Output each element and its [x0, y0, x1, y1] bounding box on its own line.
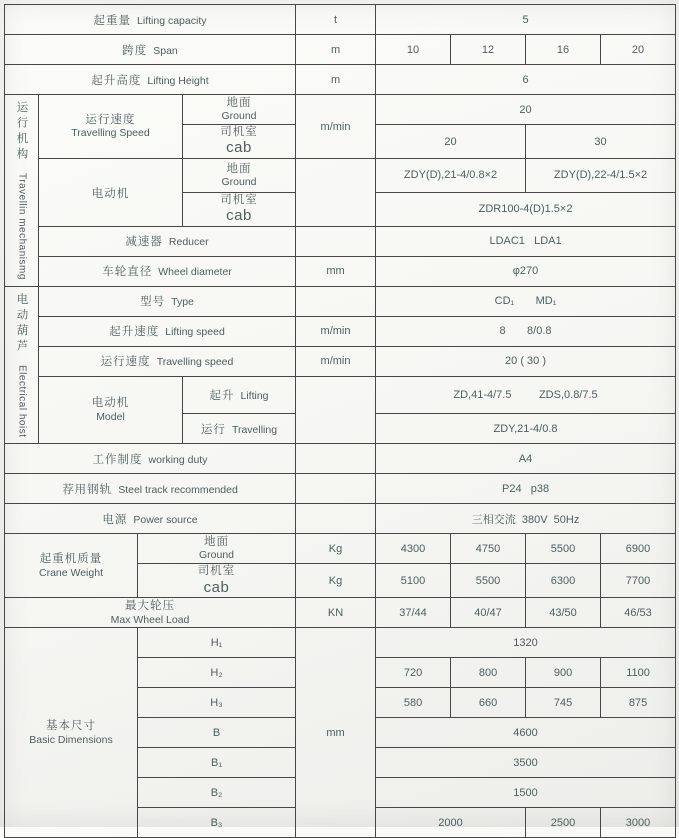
value-text: CD₁ MD₁ [494, 295, 557, 308]
value-text: ZDY(D),22-4/1.5×2 [553, 169, 648, 182]
power-source-label [5, 504, 296, 534]
basic-dimensions-unit [296, 628, 376, 838]
value-text: LDAC1 LDA1 [489, 235, 562, 248]
ground-label-cn: 地面 [226, 162, 252, 175]
travelling-speed-cab-value-1 [376, 125, 526, 159]
cab-label-cn: 司机室 [197, 565, 236, 578]
hoist-travelling-speed-unit [296, 346, 376, 376]
dim-b3-value-1 [376, 808, 526, 838]
unit-text: t [334, 13, 338, 26]
row-dim-h1 [5, 628, 676, 658]
lifting-height-unit [296, 65, 376, 95]
travelling-speed-unit [296, 95, 376, 159]
row-hoist-travelling-speed [5, 346, 676, 376]
hoist-type-label [39, 286, 296, 316]
value-text: 12 [481, 43, 495, 56]
dim-h3-sublabel [138, 688, 296, 718]
crane-weight-ground-value-3 [526, 534, 601, 564]
value-text: 40/47 [474, 606, 502, 619]
span-label [5, 35, 296, 65]
dim-h3-value-1 [376, 688, 451, 718]
reducer-label [39, 226, 296, 256]
value-text: A4 [518, 452, 533, 465]
lifting-capacity-label-en: Lifting capacity [137, 14, 207, 27]
section-label-en: Electrical hoist [16, 364, 28, 438]
unit-text: m [330, 43, 341, 56]
lifting-capacity-label-cn: 起重量 [93, 14, 132, 27]
wheel-diameter-label-cn: 车轮直径 [102, 266, 153, 279]
reducer-value [376, 226, 676, 256]
hoist-travelling-speed-value [376, 346, 676, 376]
travelling-speed-label-cn: 运行速度 [85, 113, 136, 126]
value-text: ZDY(D),21-4/0.8×2 [403, 169, 498, 182]
value-text: 20 [631, 43, 645, 56]
travelling-label-en: Travelling [231, 423, 278, 436]
value-text: 4750 [475, 542, 501, 555]
hoist-motor-travelling-value [376, 414, 676, 444]
value-text: 16 [556, 43, 570, 56]
crane-weight-label-en: Crane Weight [38, 566, 103, 579]
lifting-height-label [5, 65, 296, 95]
value-text: 1100 [626, 666, 650, 679]
hoist-lifting-speed-unit [296, 316, 376, 346]
reducer-label-en: Reducer [168, 236, 209, 249]
value-text: 43/50 [549, 606, 577, 619]
cab-label-cn: 司机室 [220, 193, 258, 206]
row-lifting-height [5, 65, 676, 95]
dim-b1-value [376, 748, 676, 778]
row-max-wheel-load [5, 598, 676, 628]
travel-motor-cab-sublabel [183, 192, 296, 226]
value-text: ZDY,21-4/0.8 [493, 422, 558, 435]
value-text: 580 [403, 696, 423, 709]
section-electrical-hoist [5, 286, 39, 443]
dim-b2-sublabel [138, 778, 296, 808]
working-duty-label-cn: 工作制度 [92, 453, 143, 466]
lifting-height-value [376, 65, 676, 95]
dim-b3-sublabel [138, 808, 296, 838]
crane-weight-ground-value-1 [376, 534, 451, 564]
row-steel-track [5, 474, 676, 504]
steel-track-label [5, 474, 296, 504]
value-text: 20 [519, 103, 532, 116]
value-text: 745 [553, 696, 573, 709]
max-wheel-load-label-en: Max Wheel Load [110, 613, 190, 626]
value-text: 800 [478, 666, 498, 679]
travelling-speed-ground-value [376, 95, 676, 125]
dim-h2-value-4 [601, 658, 676, 688]
crane-weight-ground-value-2 [451, 534, 526, 564]
dim-h1-sublabel [138, 628, 296, 658]
crane-spec-table [4, 4, 676, 838]
dim-h2-sublabel [138, 658, 296, 688]
value-text: 7700 [625, 574, 651, 587]
value-text: 5100 [400, 574, 426, 587]
max-wheel-load-unit [296, 598, 376, 628]
crane-weight-cab-value-3 [526, 564, 601, 598]
ground-label-cn: 地面 [226, 96, 252, 109]
section-label-cn: 电动葫芦 [15, 292, 28, 355]
dim-h3-value-4 [601, 688, 676, 718]
crane-weight-cab-sublabel [138, 564, 296, 598]
travelling-label-cn: 运行 [200, 423, 226, 436]
unit-text: m [330, 73, 341, 86]
hoist-type-unit-empty [296, 286, 376, 316]
dim-b3-value-3 [601, 808, 676, 838]
dim-b1-sublabel [138, 748, 296, 778]
cab-label-en: cab [203, 578, 230, 596]
value-text: 1320 [513, 636, 538, 649]
steel-track-label-en: Steel track recommended [118, 483, 238, 496]
unit-text: m/min [320, 355, 351, 368]
crane-weight-cab-value-1 [376, 564, 451, 598]
hoist-travelling-speed-label [39, 346, 296, 376]
wheel-diameter-label-en: Wheel diameter [158, 266, 232, 279]
travelling-speed-label [39, 95, 183, 159]
value-text: 660 [478, 696, 498, 709]
value-text: φ270 [512, 265, 539, 278]
travelling-speed-ground-sublabel [183, 95, 296, 125]
hoist-type-value [376, 286, 676, 316]
unit-text: m/min [320, 120, 351, 133]
crane-weight-ground-value-4 [601, 534, 676, 564]
section-label-cn: 运行机构 [15, 101, 28, 163]
max-wheel-load-value-2 [451, 598, 526, 628]
travel-motor-ground-value-1 [376, 159, 526, 193]
row-travelling-speed-ground [5, 95, 676, 125]
lifting-capacity-label [5, 5, 296, 35]
dim-b2-value [376, 778, 676, 808]
span-value-10 [376, 35, 451, 65]
dim-h3-value-3 [526, 688, 601, 718]
working-duty-unit-empty [296, 444, 376, 474]
hoist-travelling-speed-label-en: Travelling speed [156, 356, 234, 369]
unit-text: mm [326, 726, 345, 739]
reducer-unit-empty [296, 226, 376, 256]
ground-label-cn: 地面 [204, 536, 230, 549]
hoist-type-label-cn: 型号 [140, 296, 166, 309]
max-wheel-load-label-cn: 最大轮压 [125, 600, 176, 613]
travel-motor-label-cn: 电动机 [91, 187, 130, 200]
row-hoist-type [5, 286, 676, 316]
dim-h2-value-1 [376, 658, 451, 688]
steel-track-label-cn: 荐用钢轨 [62, 483, 113, 496]
working-duty-value [376, 444, 676, 474]
max-wheel-load-value-1 [376, 598, 451, 628]
value-text: 20 [444, 135, 457, 148]
power-source-label-en: Power source [133, 513, 198, 526]
span-value-20 [601, 35, 676, 65]
max-wheel-load-label [5, 598, 296, 628]
hoist-lifting-speed-label-cn: 起升速度 [109, 326, 160, 339]
crane-weight-ground-unit [296, 534, 376, 564]
dim-label-text: H₂ [210, 666, 223, 679]
dim-label-text: B₃ [210, 816, 223, 829]
dim-label-text: H₃ [210, 696, 223, 709]
value-text: 10 [406, 43, 420, 56]
value-text: 3000 [625, 816, 651, 829]
value-text: 2500 [550, 816, 576, 829]
hoist-motor-label-en: Model [96, 410, 125, 423]
span-unit [296, 35, 376, 65]
crane-weight-cab-value-4 [601, 564, 676, 598]
hoist-travelling-speed-label-cn: 运行速度 [100, 356, 151, 369]
value-text: 900 [553, 666, 573, 679]
value-text: 37/44 [399, 606, 427, 619]
value-text: 1500 [513, 786, 538, 799]
cab-label-en: cab [226, 139, 252, 157]
value-text: 720 [403, 666, 423, 679]
travel-motor-cab-value [376, 192, 676, 226]
dim-b-value [376, 718, 676, 748]
row-lifting-capacity [5, 5, 676, 35]
dim-h1-value [376, 628, 676, 658]
steel-track-unit-empty [296, 474, 376, 504]
span-value-16 [526, 35, 601, 65]
travel-motor-unit-empty [296, 159, 376, 227]
dim-label-text: B₁ [210, 756, 223, 769]
power-source-label-cn: 电源 [102, 513, 128, 526]
lifting-capacity-value [376, 5, 676, 35]
travel-motor-ground-sublabel [183, 159, 296, 193]
value-text: 三相交流 380V 50Hz [471, 513, 580, 526]
travelling-speed-cab-value-2 [526, 125, 676, 159]
hoist-motor-lifting-value [376, 376, 676, 413]
hoist-lifting-speed-value [376, 316, 676, 346]
value-text: 5500 [475, 574, 501, 587]
unit-text: m/min [320, 325, 351, 338]
crane-weight-label-cn: 起重机质量 [39, 553, 103, 566]
travel-motor-label [39, 159, 183, 227]
row-span [5, 35, 676, 65]
section-travelling-mechanism [5, 95, 39, 287]
travelling-speed-cab-sublabel [183, 125, 296, 159]
ground-label-en: Ground [221, 110, 257, 123]
unit-text: KN [327, 606, 344, 619]
wheel-diameter-unit [296, 256, 376, 286]
lifting-height-label-cn: 起升高度 [91, 74, 142, 87]
max-wheel-load-value-4 [601, 598, 676, 628]
value-text: 20 ( 30 ) [505, 355, 547, 368]
value-text: 4600 [513, 726, 538, 739]
value-text: 46/53 [624, 606, 652, 619]
value-text: 6 [522, 73, 529, 86]
lifting-capacity-unit [296, 5, 376, 35]
dim-b-sublabel [138, 718, 296, 748]
crane-weight-ground-sublabel [138, 534, 296, 564]
wheel-diameter-value [376, 256, 676, 286]
value-text: 6900 [625, 542, 651, 555]
lifting-height-label-en: Lifting Height [147, 74, 209, 87]
lifting-label-cn: 起升 [209, 390, 235, 403]
crane-weight-cab-unit [296, 564, 376, 598]
row-travel-motor-ground [5, 159, 676, 193]
lifting-label-en: Lifting [240, 390, 269, 403]
power-source-unit-empty [296, 504, 376, 534]
row-crane-weight-ground [5, 534, 676, 564]
dim-label-text: B₂ [210, 786, 223, 799]
unit-text: Kg [328, 542, 343, 555]
value-text: 875 [628, 696, 648, 709]
ground-label-en: Ground [199, 549, 235, 562]
row-hoist-motor-lifting [5, 376, 676, 413]
section-label-en: Travellin mechanismg [16, 173, 28, 280]
row-working-duty [5, 444, 676, 474]
row-reducer [5, 226, 676, 256]
cab-label-cn: 司机室 [220, 126, 258, 138]
value-text: ZD,41-4/7.5 ZDS,0.8/7.5 [453, 389, 598, 402]
basic-dimensions-label [5, 628, 138, 838]
hoist-lifting-speed-label [39, 316, 296, 346]
max-wheel-load-value-3 [526, 598, 601, 628]
unit-text: Kg [328, 574, 343, 587]
span-label-cn: 跨度 [122, 44, 148, 57]
reducer-label-cn: 减速器 [125, 236, 163, 249]
value-text: 4300 [400, 542, 426, 555]
wheel-diameter-label [39, 256, 296, 286]
travelling-speed-label-en: Travelling Speed [71, 127, 150, 140]
ground-label-en: Ground [221, 176, 257, 189]
unit-text: mm [326, 265, 345, 278]
basic-dimensions-label-en: Basic Dimensions [29, 733, 113, 746]
working-duty-label [5, 444, 296, 474]
span-value-12 [451, 35, 526, 65]
hoist-motor-label-cn: 电动机 [91, 397, 130, 410]
hoist-type-label-en: Type [171, 296, 194, 309]
power-source-value [376, 504, 676, 534]
hoist-motor-travelling-sublabel [183, 414, 296, 444]
dim-h3-value-2 [451, 688, 526, 718]
row-wheel-diameter [5, 256, 676, 286]
value-text: 5 [522, 13, 529, 26]
row-power-source [5, 504, 676, 534]
value-text: P24 p38 [501, 482, 550, 495]
dim-h2-value-3 [526, 658, 601, 688]
dim-label-text: B [212, 726, 221, 739]
cab-label-en: cab [226, 207, 252, 225]
hoist-motor-lifting-sublabel [183, 376, 296, 413]
dim-b3-value-2 [526, 808, 601, 838]
dim-h2-value-2 [451, 658, 526, 688]
value-text: 8 8/0.8 [499, 325, 552, 338]
steel-track-value [376, 474, 676, 504]
basic-dimensions-label-cn: 基本尺寸 [46, 720, 96, 733]
hoist-motor-label [39, 376, 183, 443]
value-text: 3500 [513, 756, 538, 769]
value-text: 30 [594, 135, 607, 148]
crane-weight-label [5, 534, 138, 598]
hoist-motor-unit-empty [296, 376, 376, 443]
hoist-lifting-speed-label-en: Lifting speed [165, 326, 225, 339]
working-duty-label-en: working duty [148, 453, 208, 466]
span-label-en: Span [153, 44, 178, 57]
row-hoist-lifting-speed [5, 316, 676, 346]
crane-weight-cab-value-2 [451, 564, 526, 598]
dim-label-text: H₁ [210, 636, 223, 649]
value-text: 5500 [550, 542, 576, 555]
value-text: 2000 [438, 816, 463, 829]
value-text: ZDR100-4(D)1.5×2 [478, 203, 573, 216]
value-text: 6300 [550, 574, 576, 587]
travel-motor-ground-value-2 [526, 159, 676, 193]
